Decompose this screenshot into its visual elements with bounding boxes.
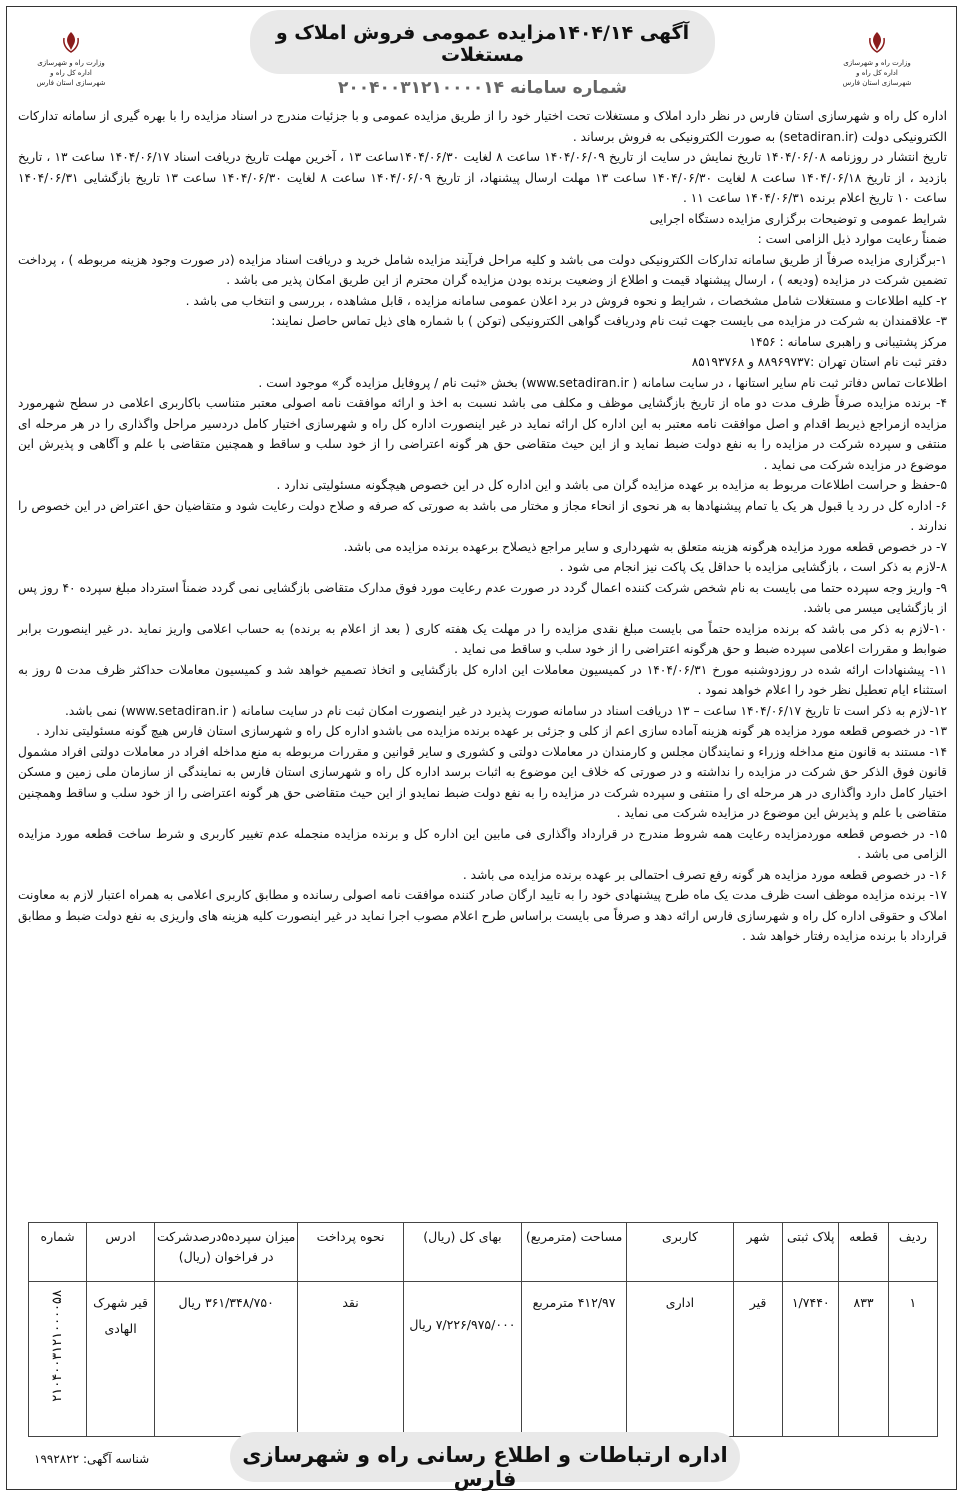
- logo-ministry-name: وزارت راه و شهرسازی: [37, 59, 105, 67]
- col-header: قطعه: [839, 1223, 888, 1282]
- col-header: پلاک ثبتی: [783, 1223, 839, 1282]
- paragraph: ۲- کلیه اطلاعات و مستغلات شامل مشخصات ، شرایط و نحوه فروش در برد اعلان عمومی سامانه مزایده ، قابل مشاهده ، بررسی و انتخاب می باشد .: [185, 293, 947, 308]
- cell-baha: ۷/۲۲۶/۹۷۵/۰۰۰ ریال: [403, 1282, 521, 1437]
- ad-title-banner: [250, 10, 715, 74]
- footer-title: اداره ارتباطات و اطلاع رسانی راه و شهرسازی فارس: [242, 1443, 728, 1491]
- cell-sepordeh: ۳۶۱/۳۴۸/۷۵۰ ریال: [154, 1282, 297, 1437]
- cell-adres: قیر شهرک الهادی: [87, 1282, 155, 1437]
- paragraph: ۱۵- در خصوص قطعه موردمزایده رعایت همه شروط مندرج در قرارداد واگذاری فی مابین این اداره کل و برنده مزایده منجمله عدم تغییر کاربری و شرط ساخت قطعه مورد مزایده الزامی می باشد .: [18, 826, 947, 861]
- cell-radif: ۱: [888, 1282, 937, 1437]
- table-row: [29, 1282, 938, 1437]
- paragraph: ۱۱- پیشنهادات ارائه شده در روزدوشنبه مورخ ۱۴۰۴/۰۶/۳۱ در کمیسیون معاملات این اداره کل بازگشایی و اتخاذ تصمیم خواهد شد و کمیسیون معاملات حداکثر ظرف مدت ۵ روز به استثناء ایام تعطیل نظر خود را اعلام خواهد نمود .: [18, 662, 947, 697]
- cell-shomare: [29, 1282, 87, 1437]
- paragraph: ۱۲-لازم به ذکر است تا تاریخ ۱۴۰۴/۰۶/۱۷ ساعت – ۱۳ دریافت اسناد در سامانه صورت پذیرد در غیر اینصورت امکان ثبت نام در سایت سامانه ( www.setadiran.ir) نمی باشد.: [64, 703, 947, 718]
- ad-body: [18, 106, 947, 947]
- cell-pardakht: نقد: [298, 1282, 403, 1437]
- col-header: کاربری: [626, 1223, 733, 1282]
- paragraph: ۴- برنده مزایده صرفاً ظرف مدت دو ماه از تاریخ بازگشایی موظف و مکلف می باشد نسبت به اخذ و ارائه موافقت نامه اصولی معتبر متناسب باکاربری اعلامی در سطح شهرمورد مزایده ازمراجع ذیربط اقدام و اصل موافقت نامه معتبر به این اداره کل ارائه نماید در غیر اینصورت اداره کل راه و شهرسازی اختیار کامل دردسیر مراحل واگذاری را در هر مرحله ای منتفی و سپرده شرکت در مزایده را به نفع دولت ضبط نماید و از این حیث متقاضی حق هر گونه اعتراضی را از خود سلب و ساقط و همچنین متقاضی با علم و آگاهی و پذیرش این موضوع در مزایده شرکت می نماید .: [18, 396, 947, 472]
- ad-title: آگهی ۱۴۰۴/۱۴مزایده عمومی فروش املاک و مستغلات: [275, 22, 690, 66]
- auction-table: [28, 1222, 938, 1437]
- iran-emblem-icon: [866, 30, 888, 54]
- paragraph: ۶- اداره کل در رد یا قبول هر یک یا تمام پیشنهادها به هر نحوی از انحاء مجاز و مختار می باشد به صورتی که صرفه و صلاح دولت رعایت شود و متقاضیان حق اعتراض در این خصوص را ندارند .: [18, 498, 947, 533]
- col-header: نحوه پرداخت: [298, 1223, 403, 1282]
- ministry-logo-left: [36, 30, 106, 88]
- col-header: شماره: [29, 1223, 87, 1282]
- logo-office-name: اداره کل راه و شهرسازی استان فارس: [842, 69, 912, 87]
- paragraph: ۱۷- برنده مزایده موظف است ظرف مدت یک ماه طرح پیشنهادی خود را به تایید ارگان صادر کننده موافقت نامه اصولی رسانده و مطابق کاربری اعلامی به همراه اعتبار لازم به معاونت املاک و حقوقی اداره کل راه و شهرسازی فارس ارائه دهد و صرفاً می بایست براساس طرح اعلام مصوب اجرا نماید در غیر اینصورت کلیه هزینه های واریزی به نفع دولت ضبط و مطابق قرارداد با برنده مزایده رفتار خواهد شد .: [18, 888, 947, 943]
- paragraph: ۱۴- مستند به قانون منع مداخله وزراء و نمایندگان مجلس و کارمندان در معاملات دولتی و کشوری و سایر قوانین و مقررات مربوطه به منع مداخله افراد در معاملات دولتی افراد مشمول قانون فوق الذکر حق شرکت در مزایده را نداشته و در صورتی که خلاف این موضوع به اثبات برسد اداره کل راه و شهرسازی استان فارس به نمایندگی از سازمان ملی زمین و مسکن اختیار کامل دارد واگذاری در هر مرحله ای را منتفی و سپرده شرکت در مزایده را به نفع دولت ضبط نمایدو از این حیث متقاضی حق هر گونه اعتراضی را از خود سلب و ساقط وهمچنین متقاضی با علم و پذیرش این موضوع در مزایده شرکت می نماید .: [18, 744, 947, 820]
- paragraph: اداره کل راه و شهرسازی استان فارس در نظر دارد املاک و مستغلات تحت اختیار خود را از طریق مزایده عمومی و با جزئیات مندرج در اسناد مزایده را با بهره گیری از سامانه تدارکات الکترونیکی دولت (setadiran.ir) به صورت الکترونیکی به فروش برساند .: [18, 109, 947, 144]
- footer-banner: [230, 1432, 740, 1491]
- col-header: ردیف: [888, 1223, 937, 1282]
- paragraph: ۹- واریز وجه سپرده حتما می بایست به نام شخص شرکت کننده اعمال گردد در صورت عدم رعایت مورد فوق مدارک متقاضی بازگشایی نمی گردد ضمناً استرداد مبلغ سپرده ۴۰ روز پس از بازگشایی میسر می باشد.: [18, 580, 947, 615]
- cell-karbari: اداری: [626, 1282, 733, 1437]
- table-header-row: [29, 1223, 938, 1282]
- paragraph: ۱۰-لازم به ذکر می باشد که برنده مزایده حتماً می بایست مبلغ نقدی مزایده را در مهلت یک هفته کاری ( بعد از اعلام به برنده) به حساب اعلامی واریز نماید .در غیر اینصورت برابر ضوابط و مقررات اعلامی سپرده ضبط و حق هرگونه اعتراضی را از خود سلب و ساقط می نماید .: [18, 621, 947, 656]
- paragraph: ۷- در خصوص قطعه مورد مزایده هرگونه هزینه متعلق به شهرداری و سایر مراجع ذیصلاح برعهده برنده مزایده می باشد.: [343, 539, 947, 554]
- paragraph: ۳- علاقمندان به شرکت در مزایده می بایست جهت ثبت نام ودریافت گواهی الکترونیکی (توکن ) با شماره های ذیل تماس حاصل نمایند:: [271, 314, 947, 328]
- logo-office-name: اداره کل راه و شهرسازی استان فارس: [36, 69, 106, 87]
- iran-emblem-icon: [60, 30, 82, 54]
- cell-ghate: ۸۳۳: [839, 1282, 888, 1437]
- col-header: مساحت (مترمربع): [522, 1223, 627, 1282]
- paragraph: ۱۶- در خصوص قطعه مورد مزایده هر گونه رفع تصرف احتمالی بر عهده برنده مزایده می باشد .: [462, 867, 947, 882]
- paragraph: ضمناً رعایت موارد ذیل الزامی است :: [757, 232, 947, 246]
- paragraph: ۱۳- در خصوص قطعه مورد مزایده هر گونه هزینه آماده سازی اعم از کلی و جزئی بر عهده برنده مزایده می باشدو اداره کل راه و شهرسازی استان فارس هیچ گونه مسئولیتی ندارد .: [36, 724, 947, 738]
- paragraph: مرکز پشتیبانی و راهبری سامانه : ۱۴۵۶: [749, 334, 947, 349]
- ministry-logo-right: [842, 30, 912, 88]
- ad-id: شناسه آگهی: ۱۹۹۲۸۲۲: [34, 1452, 150, 1466]
- paragraph: دفتر ثبت نام استان تهران :۸۸۹۶۹۷۳۷ و ۸۵۱۹۳۷۶۸: [691, 355, 947, 369]
- paragraph: ۵-حفظ و حراست اطلاعات مربوط به مزایده بر عهده مزایده گران می باشد و این اداره کل در این خصوص هیچگونه مسئولیتی ندارد .: [276, 478, 947, 492]
- cell-pelak: ۱/۷۴۴۰: [783, 1282, 839, 1437]
- col-header: ادرس: [87, 1223, 155, 1282]
- paragraph: شرایط عمومی و توضیحات برگزاری مزایده دستگاه اجرایی: [649, 211, 947, 226]
- paragraph: ۱-برگزاری مزایده صرفاً از طریق سامانه تدارکات الکترونیکی دولت می باشد و کلیه مراحل فرآیند مزایده شامل خرید و دریافت اسناد مزایده (در صورت وجود هزینه مربوطه ) ، پرداخت تضمین شرکت در مزایده (ودیعه ) ، ارسال پیشنهاد قیمت و اطلاع از وضعیت برنده بودن مزایده گران محترم از این طریق امکان پذیر می باشد .: [18, 252, 947, 287]
- paragraph: تاریخ انتشار در روزنامه ۱۴۰۴/۰۶/۰۸ تاریخ نمایش در سایت از تاریخ ۱۴۰۴/۰۶/۰۹ ساعت ۸ لغایت ۱۴۰۴/۰۶/۳۰ساعت ۱۳ ، آخرین مهلت تاریخ دریافت اسناد ۱۴۰۴/۰۶/۱۷ ساعت ۱۳ ، تاریخ بازدید ، از تاریخ ۱۴۰۴/۰۶/۱۸ ساعت ۸ لغایت ۱۴۰۴/۰۶/۳۰ ساعت ۱۳ مهلت ارسال پیشنهاد، از تاریخ ۱۴۰۴/۰۶/۰۹ ساعت ۸ لغایت ۱۴۰۴/۰۶/۳۰ ساعت ۱۳ تاریخ بازگشایی ۱۴۰۴/۰۶/۳۱ ساعت ۱۰ تاریخ اعلام برنده ۱۴۰۴/۰۶/۳۱ ساعت ۱۱ .: [18, 150, 947, 205]
- col-header: میزان سپرده۵درصدشرکت در فراخوان (ریال): [154, 1223, 297, 1282]
- col-header: بهای کل (ریال): [403, 1223, 521, 1282]
- cell-masahat: ۴۱۲/۹۷ مترمربع: [522, 1282, 627, 1437]
- col-header: شهر: [733, 1223, 782, 1282]
- paragraph: ۸-لازم به ذکر است ، بازگشایی مزایده با حداقل یک پاکت نیز انجام می شود .: [559, 560, 947, 574]
- logo-ministry-name: وزارت راه و شهرسازی: [843, 59, 911, 67]
- row-number-vertical: ۲۱۰۴۰۰۳۱۲۱۰۰۰۰۵۸: [49, 1290, 65, 1402]
- system-number: شماره سامانه ۲۰۰۴۰۰۳۱۲۱۰۰۰۰۱۴: [338, 78, 627, 98]
- paragraph: اطلاعات تماس دفاتر ثبت نام سایر استانها ، در سایت سامانه ( www.setadiran.ir) بخش «ثبت نام / پروفایل مزایده گر» موجود است .: [258, 375, 947, 390]
- cell-shahr: قیر: [733, 1282, 782, 1437]
